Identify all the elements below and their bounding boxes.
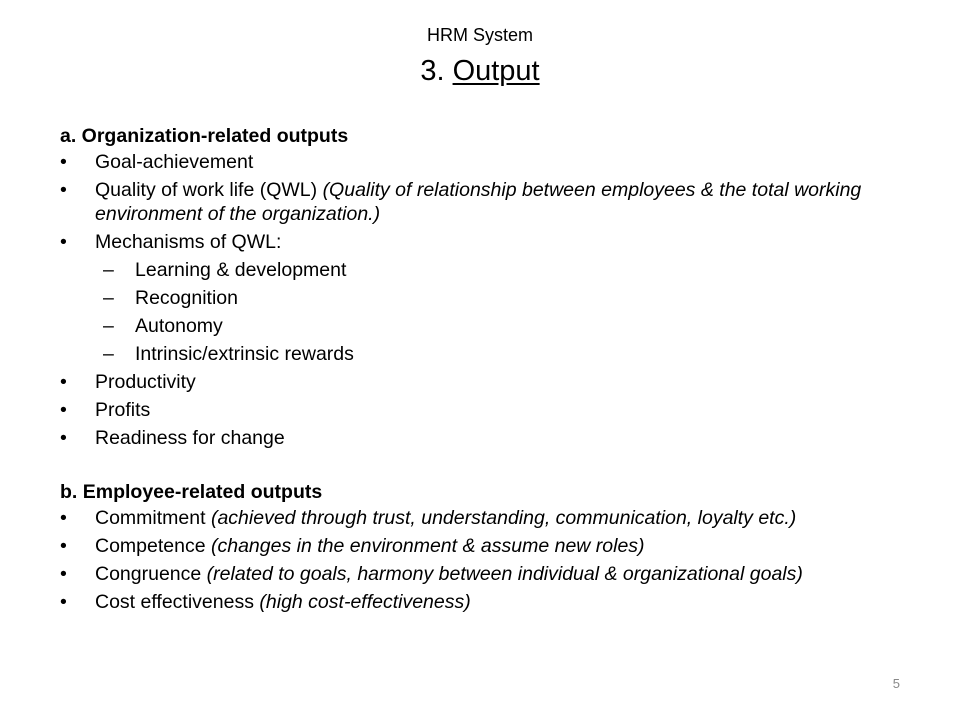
slide-title — [0, 54, 960, 88]
item-text: Commitment — [95, 507, 206, 529]
bullet: • — [60, 563, 67, 585]
item-text: Productivity — [95, 371, 196, 393]
sub-item-text: Intrinsic/extrinsic rewards — [135, 343, 354, 365]
item-text: Goal-achievement — [95, 151, 254, 173]
item-text: Readiness for change — [95, 427, 285, 449]
slide-content — [60, 122, 920, 618]
list-item-readiness — [60, 426, 920, 450]
section-gap — [60, 454, 920, 478]
item-text: Profits — [95, 399, 151, 421]
list-item-congruence — [60, 562, 920, 586]
item-note: (Quality of relationship between employees & the total working environment of the organization.) — [95, 179, 862, 225]
item-text: Cost effectiveness — [95, 591, 254, 613]
sub-item-text: Recognition — [135, 287, 238, 309]
item-text: Competence — [95, 535, 206, 557]
list-item-commitment — [60, 506, 920, 530]
item-text: Quality of work life (QWL) — [95, 179, 318, 201]
dash: – — [103, 259, 114, 281]
item-text: Mechanisms of QWL: — [95, 231, 282, 253]
bullet: • — [60, 591, 67, 613]
list-item-productivity — [60, 370, 920, 394]
list-item-competence — [60, 534, 920, 558]
bullet: • — [60, 371, 67, 393]
sub-item-text: Learning & development — [135, 259, 347, 281]
bullet: • — [60, 151, 67, 173]
dash: – — [103, 343, 114, 365]
bullet: • — [60, 507, 67, 529]
bullet: • — [60, 427, 67, 449]
item-note: (changes in the environment & assume new roles) — [211, 535, 645, 557]
sub-item-recognition — [60, 286, 920, 310]
bullet: • — [60, 399, 67, 421]
bullet: • — [60, 535, 67, 557]
sub-item-learning — [60, 258, 920, 282]
sub-item-text: Autonomy — [135, 315, 223, 337]
title-number: 3. — [420, 55, 445, 87]
item-note: (related to goals, harmony between individual & organizational goals) — [206, 563, 803, 585]
item-note: (achieved through trust, understanding, communication, loyalty etc.) — [210, 507, 797, 529]
section-heading-organization: a. Organization-related outputs — [60, 125, 349, 147]
list-item-cost-effectiveness — [60, 590, 920, 614]
dash: – — [103, 287, 114, 309]
item-note: (high cost-effectiveness) — [259, 591, 471, 613]
dash: – — [103, 315, 114, 337]
page-number: 5 — [892, 676, 900, 691]
list-item-goal-achievement — [60, 150, 920, 174]
section-heading-employee: b. Employee-related outputs — [60, 481, 323, 503]
sub-item-autonomy — [60, 314, 920, 338]
sub-item-rewards — [60, 342, 920, 366]
item-text: Congruence — [95, 563, 202, 585]
list-item-profits — [60, 398, 920, 422]
title-word: Output — [452, 55, 540, 87]
bullet: • — [60, 231, 67, 253]
bullet: • — [60, 179, 67, 201]
slide-supertitle: HRM System — [426, 25, 533, 45]
list-item-qwl — [60, 178, 920, 226]
list-item-mechanisms — [60, 230, 920, 254]
